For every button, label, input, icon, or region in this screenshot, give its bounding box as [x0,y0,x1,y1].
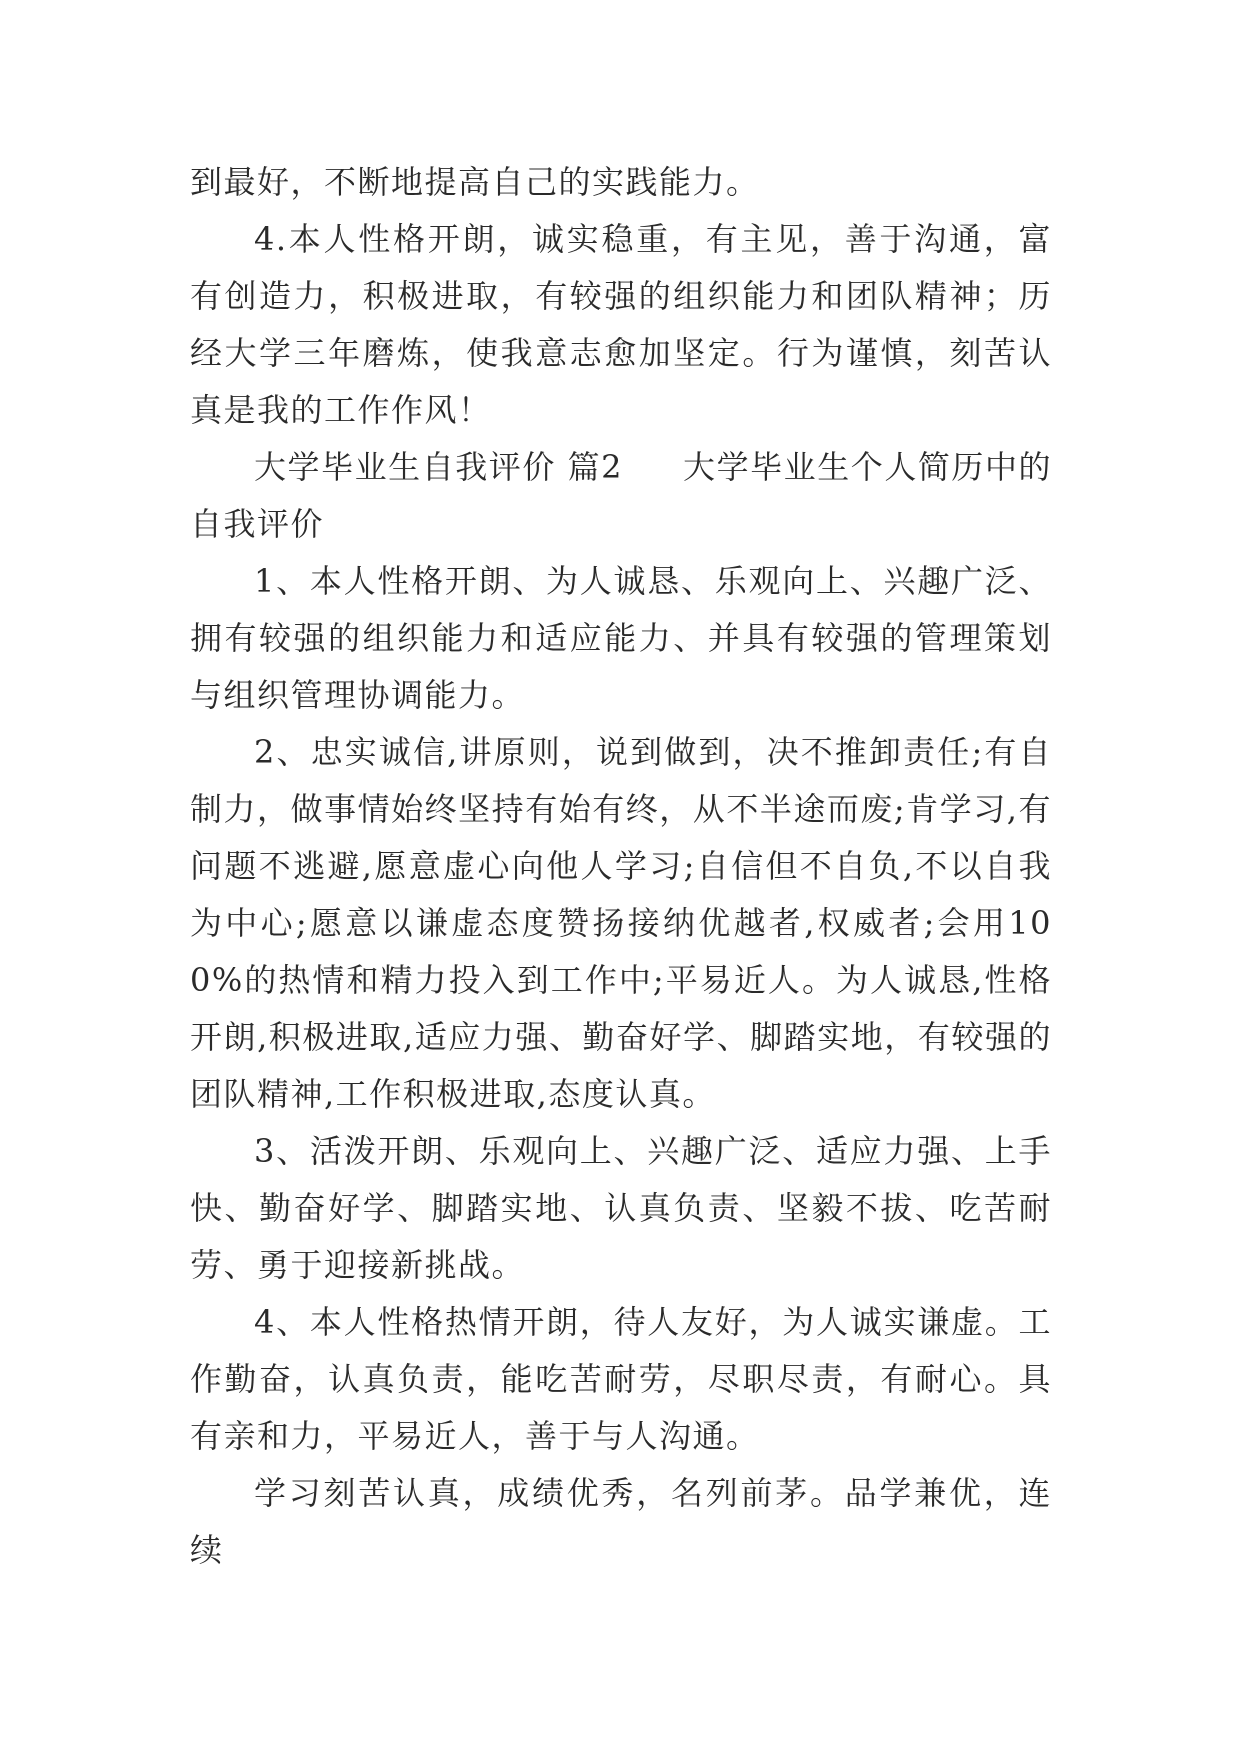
document-body [190,154,1052,1579]
paragraph-study: 学习刻苦认真，成绩优秀，名列前茅。品学兼优，连续 [190,1474,1052,1569]
paragraph-point-2: 2、忠实诚信,讲原则，说到做到，决不推卸责任;有自制力，做事情始终坚持有始有终，从不半途而废;肯学习,有问题不逃避,愿意虚心向他人学习;自信但不自负,不以自我为中心;愿意以谦虚态度赞扬接纳优越者,权威者;会用100%的热情和精力投入到工作中;平易近人。为人诚恳,性格开朗,积极进取,适应力强、勤奋好学、脚踏实地，有较强的团队精神,工作积极进取,态度认真。 [190,733,1052,1113]
paragraph-item-4: 4.本人性格开朗，诚实稳重，有主见，善于沟通，富有创造力，积极进取，有较强的组织能力和团队精神；历经大学三年磨炼，使我意志愈加坚定。行为谨慎，刻苦认真是我的工作作风！ [190,220,1052,429]
paragraph-point-1: 1、本人性格开朗、为人诚恳、乐观向上、兴趣广泛、拥有较强的组织能力和适应能力、并具有较强的管理策划与组织管理协调能力。 [190,562,1052,714]
section-heading [190,439,1052,553]
paragraph-point-4: 4、本人性格热情开朗，待人友好，为人诚实谦虚。工作勤奋，认真负责，能吃苦耐劳，尽职尽责，有耐心。具有亲和力，平易近人，善于与人沟通。 [190,1303,1052,1455]
paragraph-continuation: 到最好，不断地提高自己的实践能力。 [190,163,760,201]
section-number: 大学毕业生自我评价 篇2 [254,448,624,486]
section-title: 大学毕业生个人简历中的自我评价 [190,448,1052,543]
paragraph-point-3: 3、活泼开朗、乐观向上、兴趣广泛、适应力强、上手快、勤奋好学、脚踏实地、认真负责、坚毅不拔、吃苦耐劳、勇于迎接新挑战。 [190,1132,1052,1284]
